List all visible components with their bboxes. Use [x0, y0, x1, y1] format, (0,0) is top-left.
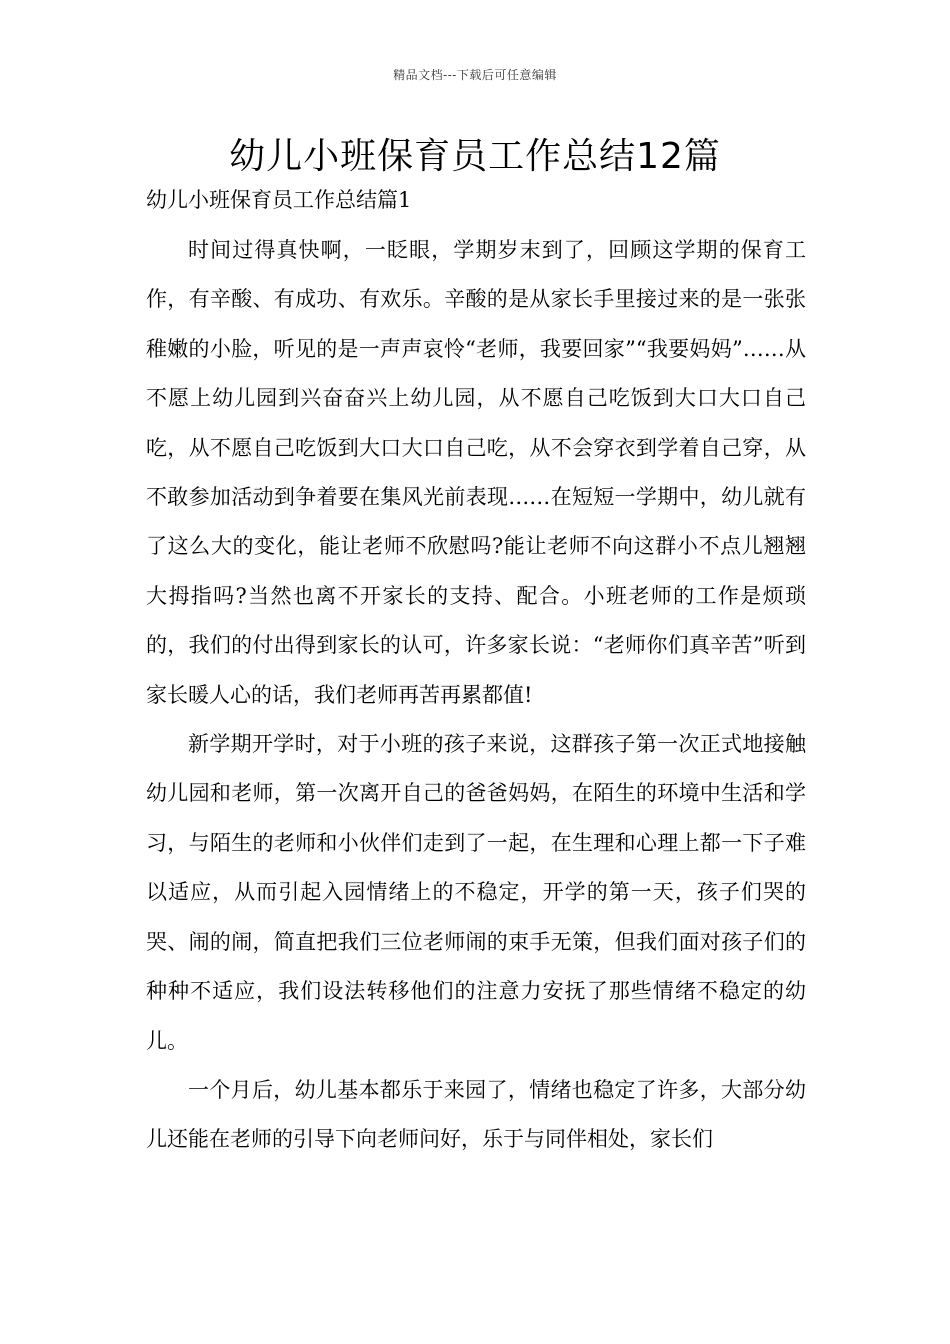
body-text	[146, 226, 806, 1165]
paragraph-3: 一个月后，幼儿基本都乐于来园了，情绪也稳定了许多，大部分幼儿还能在老师的引导下向老师问好，乐于与同伴相处，家长们	[146, 1077, 806, 1152]
header-note: 精品文档---下载后可任意编辑	[393, 68, 557, 82]
document-title: 幼儿小班保育员工作总结12篇	[229, 136, 721, 177]
paragraph-1: 时间过得真快啊，一眨眼，学期岁末到了，回顾这学期的保育工作，有辛酸、有成功、有欢乐。辛酸的是从家长手里接过来的是一张张稚嫩的小脸，听见的是一声声哀怜“老师，我要回家”“我要妈妈”……从不愿上幼儿园到兴奋奋兴上幼儿园，从不愿自己吃饭到大口大口自己吃，从不愿自己吃饭到大口大口自己吃，从不会穿衣到学着自己穿，从不敢参加活动到争着要在集风光前表现……在短短一学期中，幼儿就有了这么大的变化，能让老师不欣慰吗?能让老师不向这群小不点儿翘翘大拇指吗?当然也离不开家长的支持、配合。小班老师的工作是烦琐的，我们的付出得到家长的认可，许多家长说：“老师你们真辛苦”听到家长暖人心的话，我们老师再苦再累都值!	[146, 238, 806, 707]
section-heading: 幼儿小班保育员工作总结篇1	[146, 188, 412, 212]
paragraph-2: 新学期开学时，对于小班的孩子来说，这群孩子第一次正式地接触幼儿园和老师，第一次离开自己的爸爸妈妈，在陌生的环境中生活和学习，与陌生的老师和小伙伴们走到了一起，在生理和心理上都一下子难以适应，从而引起入园情绪上的不稳定，开学的第一天，孩子们哭的哭、闹的闹，简直把我们三位老师闹的束手无策，但我们面对孩子们的种种不适应，我们设法转移他们的注意力安抚了那些情绪不稳定的幼儿。	[146, 732, 806, 1053]
